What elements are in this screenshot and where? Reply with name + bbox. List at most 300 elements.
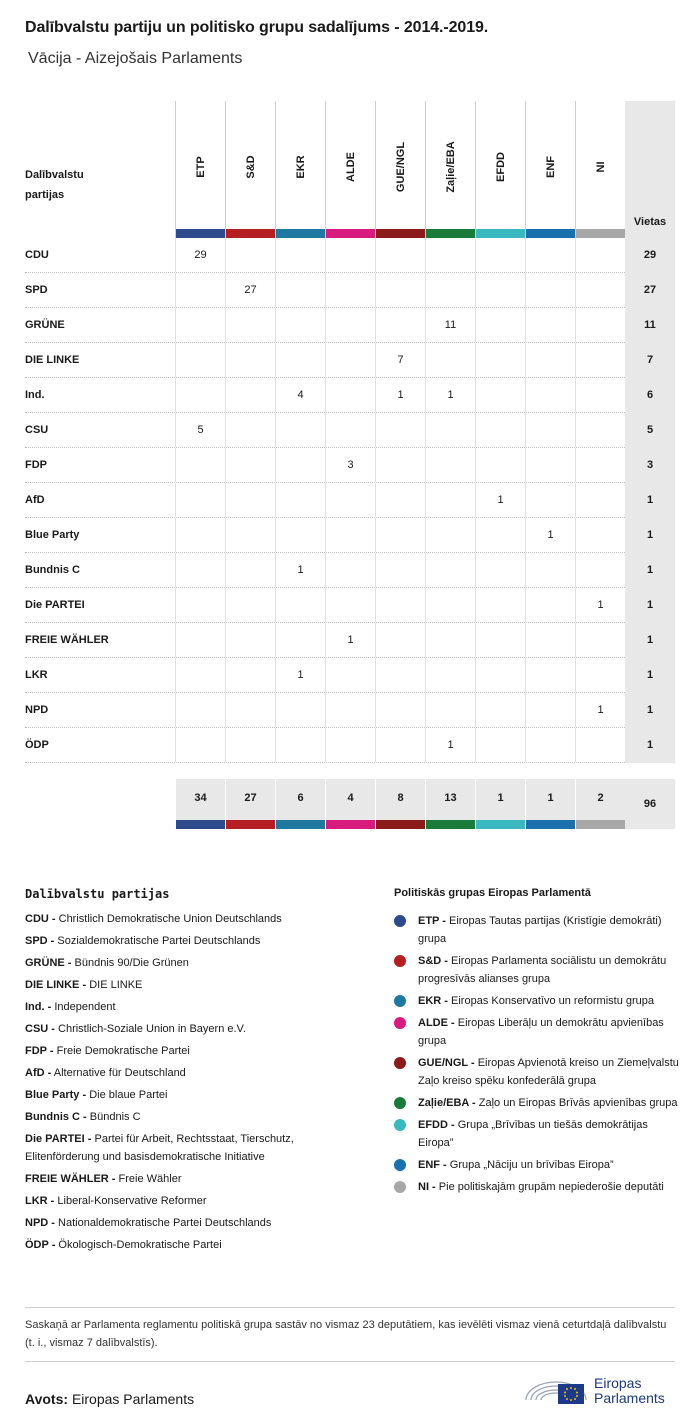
seat-cell	[575, 413, 625, 447]
seat-cell	[425, 343, 475, 377]
group-color-bar	[476, 820, 525, 829]
group-color-bar	[176, 229, 225, 238]
group-name: EFDD	[494, 152, 507, 182]
party-total: 6	[625, 378, 675, 413]
table-row	[25, 588, 675, 623]
seat-cell	[275, 238, 325, 272]
group-full-name: Pie politiskajām grupām nepiederošie deputāti	[438, 1181, 664, 1193]
seat-cell	[275, 693, 325, 727]
logo-text-line2: Parlaments	[594, 1390, 665, 1406]
group-color-bar	[376, 820, 425, 829]
table-row	[25, 413, 675, 448]
seat-cell	[225, 343, 275, 377]
group-total	[575, 779, 625, 829]
seat-cell	[575, 343, 625, 377]
party-legend-item	[25, 1130, 365, 1166]
seat-cell: 1	[275, 553, 325, 587]
seat-cell	[525, 483, 575, 517]
group-column-header	[525, 101, 575, 238]
group-abbr: EFDD -	[418, 1119, 455, 1131]
party-full-name: DIE LINKE	[89, 979, 143, 991]
party-full-name: Bündnis 90/Die Grünen	[74, 957, 189, 969]
group-full-name: Grupa „Nāciju un brīvības Eiropa”	[449, 1159, 614, 1171]
party-full-name: Christlich-Soziale Union in Bayern e.V.	[58, 1023, 246, 1035]
seat-cell	[425, 483, 475, 517]
group-total-value: 8	[397, 792, 404, 804]
seat-cell: 1	[575, 588, 625, 622]
seat-cell	[325, 413, 375, 447]
seat-cell	[375, 658, 425, 692]
seat-cell	[425, 588, 475, 622]
table-row	[25, 238, 675, 273]
group-total	[275, 779, 325, 829]
seat-cell	[475, 518, 525, 552]
party-total: 1	[625, 623, 675, 658]
party-legend-item	[25, 1042, 365, 1060]
seat-cell	[225, 728, 275, 762]
seat-cell	[525, 378, 575, 412]
party-legend-heading: Dalībvalstu partijas	[25, 887, 170, 901]
seat-cell	[175, 728, 225, 762]
group-color-bar	[326, 229, 375, 238]
party-name: Die PARTEI	[25, 599, 85, 611]
seat-cell	[375, 238, 425, 272]
party-full-name: Die blaue Partei	[89, 1089, 168, 1101]
party-abbr: Blue Party -	[25, 1089, 87, 1101]
seat-distribution-table	[25, 101, 675, 829]
party-abbr: Die PARTEI -	[25, 1133, 92, 1145]
seat-cell	[575, 658, 625, 692]
seat-cell	[475, 238, 525, 272]
seat-cell	[175, 308, 225, 342]
party-legend-item	[25, 1170, 365, 1188]
seat-cell	[425, 553, 475, 587]
footnote: Saskaņā ar Parlamenta reglamentu politiskā grupa sastāv no vismaz 23 deputātiem, kas ievēlēti vismaz vienā ceturtdaļā dalībvalstu (t. i., vismaz 7 dalībvalstīs).	[25, 1319, 667, 1349]
party-full-name: Sozialdemokratische Partei Deutschlands	[57, 935, 261, 947]
seat-cell	[525, 413, 575, 447]
party-abbr: SPD -	[25, 935, 55, 947]
seat-cell	[225, 588, 275, 622]
group-total-value: 6	[297, 792, 304, 804]
group-legend-heading: Politiskās grupas Eiropas Parlamentā	[394, 887, 591, 899]
group-column-header	[425, 101, 475, 238]
seat-cell	[525, 623, 575, 657]
seat-cell	[575, 728, 625, 762]
seat-cell: 29	[175, 238, 225, 272]
seat-cell	[375, 588, 425, 622]
party-full-name: Christlich Demokratische Union Deutschlands	[58, 913, 282, 925]
european-parliament-logo	[522, 1370, 677, 1410]
table-row	[25, 308, 675, 343]
party-legend-item	[25, 1086, 365, 1104]
group-color-bar	[526, 820, 575, 829]
party-total: 1	[625, 553, 675, 588]
party-name: GRÜNE	[25, 319, 65, 331]
seat-cell	[575, 308, 625, 342]
seat-cell	[325, 378, 375, 412]
group-color-dot	[394, 1097, 406, 1109]
seat-cell	[425, 693, 475, 727]
party-full-name: Ökologisch-Demokratische Partei	[58, 1239, 222, 1251]
group-total-value: 27	[244, 792, 257, 804]
group-color-dot	[394, 1057, 406, 1069]
source-label: Avots:	[25, 1391, 69, 1407]
seat-cell	[475, 308, 525, 342]
seat-cell	[425, 273, 475, 307]
group-color-bar	[476, 229, 525, 238]
seat-cell	[175, 518, 225, 552]
logo-text-line1: Eiropas	[594, 1375, 642, 1391]
seat-cell	[275, 343, 325, 377]
group-name: EKR	[294, 155, 307, 179]
party-full-name: Freie Demokratische Partei	[56, 1045, 190, 1057]
seat-cell	[375, 273, 425, 307]
seat-cell	[275, 588, 325, 622]
group-total	[225, 779, 275, 829]
totals-row	[25, 779, 675, 829]
seat-cell: 1	[425, 378, 475, 412]
table-row	[25, 518, 675, 553]
seat-cell	[175, 588, 225, 622]
group-column-header	[375, 101, 425, 238]
seat-cell	[225, 658, 275, 692]
group-column-header	[475, 101, 525, 238]
group-name: NI	[594, 161, 607, 173]
table-row	[25, 343, 675, 378]
group-total	[325, 779, 375, 829]
group-total-value: 1	[497, 792, 504, 804]
group-full-name: Eiropas Konservatīvo un reformistu grupa	[451, 995, 655, 1007]
seat-cell	[525, 308, 575, 342]
seat-cell	[375, 693, 425, 727]
group-color-bar	[526, 229, 575, 238]
party-legend-item	[25, 910, 365, 928]
party-abbr: NPD -	[25, 1217, 55, 1229]
seat-cell	[325, 728, 375, 762]
group-abbr: GUE/NGL -	[418, 1057, 475, 1069]
party-abbr: ÖDP -	[25, 1239, 56, 1251]
party-legend-item	[25, 998, 365, 1016]
seat-cell	[425, 413, 475, 447]
group-abbr: Zaļie/EBA -	[418, 1097, 476, 1109]
party-legend-item	[25, 1236, 365, 1254]
seat-cell	[325, 483, 375, 517]
group-column-header	[575, 101, 625, 238]
group-full-name: Eiropas Apvienotā kreiso un Ziemeļvalstu Zaļo kreiso spēku konfederālā grupa	[418, 1057, 679, 1087]
table-row	[25, 693, 675, 728]
seat-cell	[275, 413, 325, 447]
seat-cell	[525, 658, 575, 692]
seat-cell	[425, 658, 475, 692]
seats-column-header	[625, 101, 675, 238]
seat-cell	[225, 553, 275, 587]
group-color-bar	[426, 820, 475, 829]
party-total: 11	[625, 308, 675, 343]
seat-cell	[375, 448, 425, 482]
party-total: 5	[625, 413, 675, 448]
source-line	[25, 1391, 194, 1407]
party-total: 1	[625, 693, 675, 728]
table-row	[25, 273, 675, 308]
party-total: 29	[625, 238, 675, 273]
group-total-value: 4	[347, 792, 354, 804]
party-abbr: AfD -	[25, 1067, 52, 1079]
seat-cell	[325, 273, 375, 307]
group-color-dot	[394, 1181, 406, 1193]
seat-cell: 1	[475, 483, 525, 517]
table-row	[25, 658, 675, 693]
party-name: Bundnis C	[25, 564, 80, 576]
seat-cell	[325, 693, 375, 727]
seat-cell	[525, 728, 575, 762]
seat-cell: 1	[325, 623, 375, 657]
party-total: 27	[625, 273, 675, 308]
group-legend-item	[394, 1156, 679, 1174]
seat-cell	[475, 448, 525, 482]
seat-cell	[375, 623, 425, 657]
party-total: 7	[625, 343, 675, 378]
group-abbr: S&D -	[418, 955, 448, 967]
seat-cell	[225, 378, 275, 412]
group-column-header	[225, 101, 275, 238]
seat-cell: 1	[375, 378, 425, 412]
group-legend-item	[394, 992, 679, 1010]
page-title: Dalībvalstu partiju un politisko grupu sadalījums - 2014.-2019.	[25, 19, 489, 36]
group-total	[175, 779, 225, 829]
group-column-header	[325, 101, 375, 238]
group-abbr: EKR -	[418, 995, 448, 1007]
seat-cell: 7	[375, 343, 425, 377]
party-name: DIE LINKE	[25, 354, 80, 366]
seat-cell: 1	[525, 518, 575, 552]
group-color-bar	[576, 820, 625, 829]
seat-cell	[475, 728, 525, 762]
seat-cell	[275, 728, 325, 762]
table-body	[25, 238, 675, 763]
group-legend-item	[394, 1014, 679, 1050]
seat-cell	[325, 308, 375, 342]
group-total-value: 2	[597, 792, 604, 804]
table-row	[25, 448, 675, 483]
party-abbr: CSU -	[25, 1023, 55, 1035]
group-name: S&D	[244, 155, 257, 179]
seat-cell	[325, 343, 375, 377]
group-total	[475, 779, 525, 829]
group-full-name: Eiropas Parlamenta sociālistu un demokrātu progresīvās alianses grupa	[418, 955, 667, 985]
party-abbr: GRÜNE -	[25, 957, 72, 969]
seat-cell	[575, 378, 625, 412]
party-legend-item	[25, 976, 365, 994]
group-color-bar	[176, 820, 225, 829]
party-legend-item	[25, 1108, 365, 1126]
seat-cell: 1	[425, 728, 475, 762]
group-color-bar	[376, 229, 425, 238]
seat-cell	[275, 483, 325, 517]
seat-cell	[225, 413, 275, 447]
party-total: 1	[625, 588, 675, 623]
group-column-header	[275, 101, 325, 238]
party-legend	[25, 887, 365, 1258]
seat-cell	[575, 553, 625, 587]
group-color-dot	[394, 1119, 406, 1131]
seat-cell	[425, 448, 475, 482]
group-legend-item	[394, 1094, 679, 1112]
party-full-name: Nationaldemokratische Partei Deutschlands	[58, 1217, 272, 1229]
seat-cell	[475, 658, 525, 692]
group-color-bar	[326, 820, 375, 829]
table-row	[25, 553, 675, 588]
party-abbr: Bundnis C -	[25, 1111, 87, 1123]
party-total: 1	[625, 728, 675, 763]
group-color-dot	[394, 1017, 406, 1029]
party-total: 3	[625, 448, 675, 483]
seat-cell	[475, 413, 525, 447]
source-value: Eiropas Parlaments	[71, 1391, 195, 1407]
seat-cell	[525, 273, 575, 307]
seat-cell	[225, 238, 275, 272]
party-name: Ind.	[25, 389, 45, 401]
party-abbr: CDU -	[25, 913, 56, 925]
group-legend	[394, 887, 679, 1200]
seat-cell	[175, 273, 225, 307]
seat-cell	[225, 308, 275, 342]
seat-cell	[425, 623, 475, 657]
party-name: ÖDP	[25, 739, 49, 751]
group-color-dot	[394, 955, 406, 967]
group-full-name: Eiropas Liberāļu un demokrātu apvienības grupa	[418, 1017, 664, 1047]
party-legend-item	[25, 932, 365, 950]
group-abbr: ENF -	[418, 1159, 447, 1171]
party-legend-item	[25, 954, 365, 972]
group-color-bar	[226, 820, 275, 829]
seat-cell	[475, 588, 525, 622]
seat-cell	[275, 448, 325, 482]
seat-cell	[275, 273, 325, 307]
seat-cell	[475, 623, 525, 657]
seat-cell	[175, 483, 225, 517]
seat-cell	[575, 623, 625, 657]
seat-cell	[475, 693, 525, 727]
seat-cell	[275, 308, 325, 342]
party-legend-item	[25, 1214, 365, 1232]
seat-cell	[525, 693, 575, 727]
seat-cell	[175, 658, 225, 692]
seat-cell	[225, 448, 275, 482]
seat-cell	[275, 623, 325, 657]
group-total	[425, 779, 475, 829]
seat-cell	[375, 413, 425, 447]
seat-cell	[425, 518, 475, 552]
seat-cell	[575, 518, 625, 552]
seat-cell	[475, 553, 525, 587]
group-name: ETP	[194, 156, 207, 178]
seat-cell	[425, 238, 475, 272]
seat-cell: 3	[325, 448, 375, 482]
party-full-name: Partei für Arbeit, Rechtsstaat, Tierschutz, Elitenförderung und basisdemokratische Initiative	[25, 1133, 294, 1163]
seat-cell	[325, 518, 375, 552]
seat-cell: 4	[275, 378, 325, 412]
party-abbr: DIE LINKE -	[25, 979, 87, 991]
seat-cell	[575, 448, 625, 482]
page-subtitle: Vācija - Aizejošais Parlaments	[28, 50, 243, 67]
seat-cell	[525, 448, 575, 482]
party-full-name: Liberal-Konservative Reformer	[57, 1195, 207, 1207]
party-abbr: LKR -	[25, 1195, 55, 1207]
seat-cell	[175, 623, 225, 657]
party-full-name: Independent	[54, 1001, 116, 1013]
seat-cell	[475, 273, 525, 307]
group-color-bar	[226, 229, 275, 238]
party-full-name: Bündnis C	[89, 1111, 141, 1123]
party-name: Blue Party	[25, 529, 80, 541]
group-legend-item	[394, 952, 679, 988]
seat-cell: 27	[225, 273, 275, 307]
table-header	[25, 101, 675, 238]
divider	[25, 1361, 675, 1362]
seat-cell	[525, 588, 575, 622]
seat-cell	[375, 553, 425, 587]
seat-cell	[225, 623, 275, 657]
seat-cell	[325, 238, 375, 272]
seat-cell	[475, 378, 525, 412]
parliament-hemicycle-icon	[522, 1370, 592, 1410]
group-legend-item	[394, 912, 679, 948]
group-legend-item	[394, 1054, 679, 1090]
seat-cell	[325, 553, 375, 587]
seat-cell	[175, 378, 225, 412]
seat-cell	[375, 518, 425, 552]
seat-cell	[525, 343, 575, 377]
grand-total: 96	[625, 779, 675, 829]
group-total-value: 13	[444, 792, 457, 804]
group-abbr: ALDE -	[418, 1017, 455, 1029]
seat-cell: 1	[275, 658, 325, 692]
group-column-header	[175, 101, 225, 238]
party-name: NPD	[25, 704, 49, 716]
group-color-bar	[276, 820, 325, 829]
seat-cell	[325, 658, 375, 692]
party-total: 1	[625, 483, 675, 518]
group-name: GUE/NGL	[394, 141, 407, 193]
group-full-name: Grupa „Brīvības un tiešās demokrātijas Eiropa”	[418, 1119, 648, 1149]
group-color-dot	[394, 915, 406, 927]
group-name: Zaļie/EBA	[444, 141, 457, 193]
party-legend-item	[25, 1192, 365, 1210]
table-row	[25, 483, 675, 518]
seat-cell: 1	[575, 693, 625, 727]
seat-cell	[375, 483, 425, 517]
group-color-bar	[426, 229, 475, 238]
divider	[25, 1307, 675, 1308]
party-name: CSU	[25, 424, 49, 436]
party-name: SPD	[25, 284, 48, 296]
group-full-name: Zaļo un Eiropas Brīvās apvienības grupa	[478, 1097, 678, 1109]
group-abbr: ETP -	[418, 915, 446, 927]
party-name: FREIE WÄHLER	[25, 634, 109, 646]
group-name: ALDE	[344, 152, 357, 182]
party-name: FDP	[25, 459, 47, 471]
table-row	[25, 378, 675, 413]
seat-cell	[225, 693, 275, 727]
group-total-value: 1	[547, 792, 554, 804]
group-color-bar	[576, 229, 625, 238]
seat-cell: 5	[175, 413, 225, 447]
row-header-label: Dalībvalstu partijas	[25, 169, 84, 201]
seat-cell	[525, 238, 575, 272]
seats-header-label: Vietas	[633, 216, 667, 228]
seat-cell	[525, 553, 575, 587]
seat-cell	[575, 273, 625, 307]
